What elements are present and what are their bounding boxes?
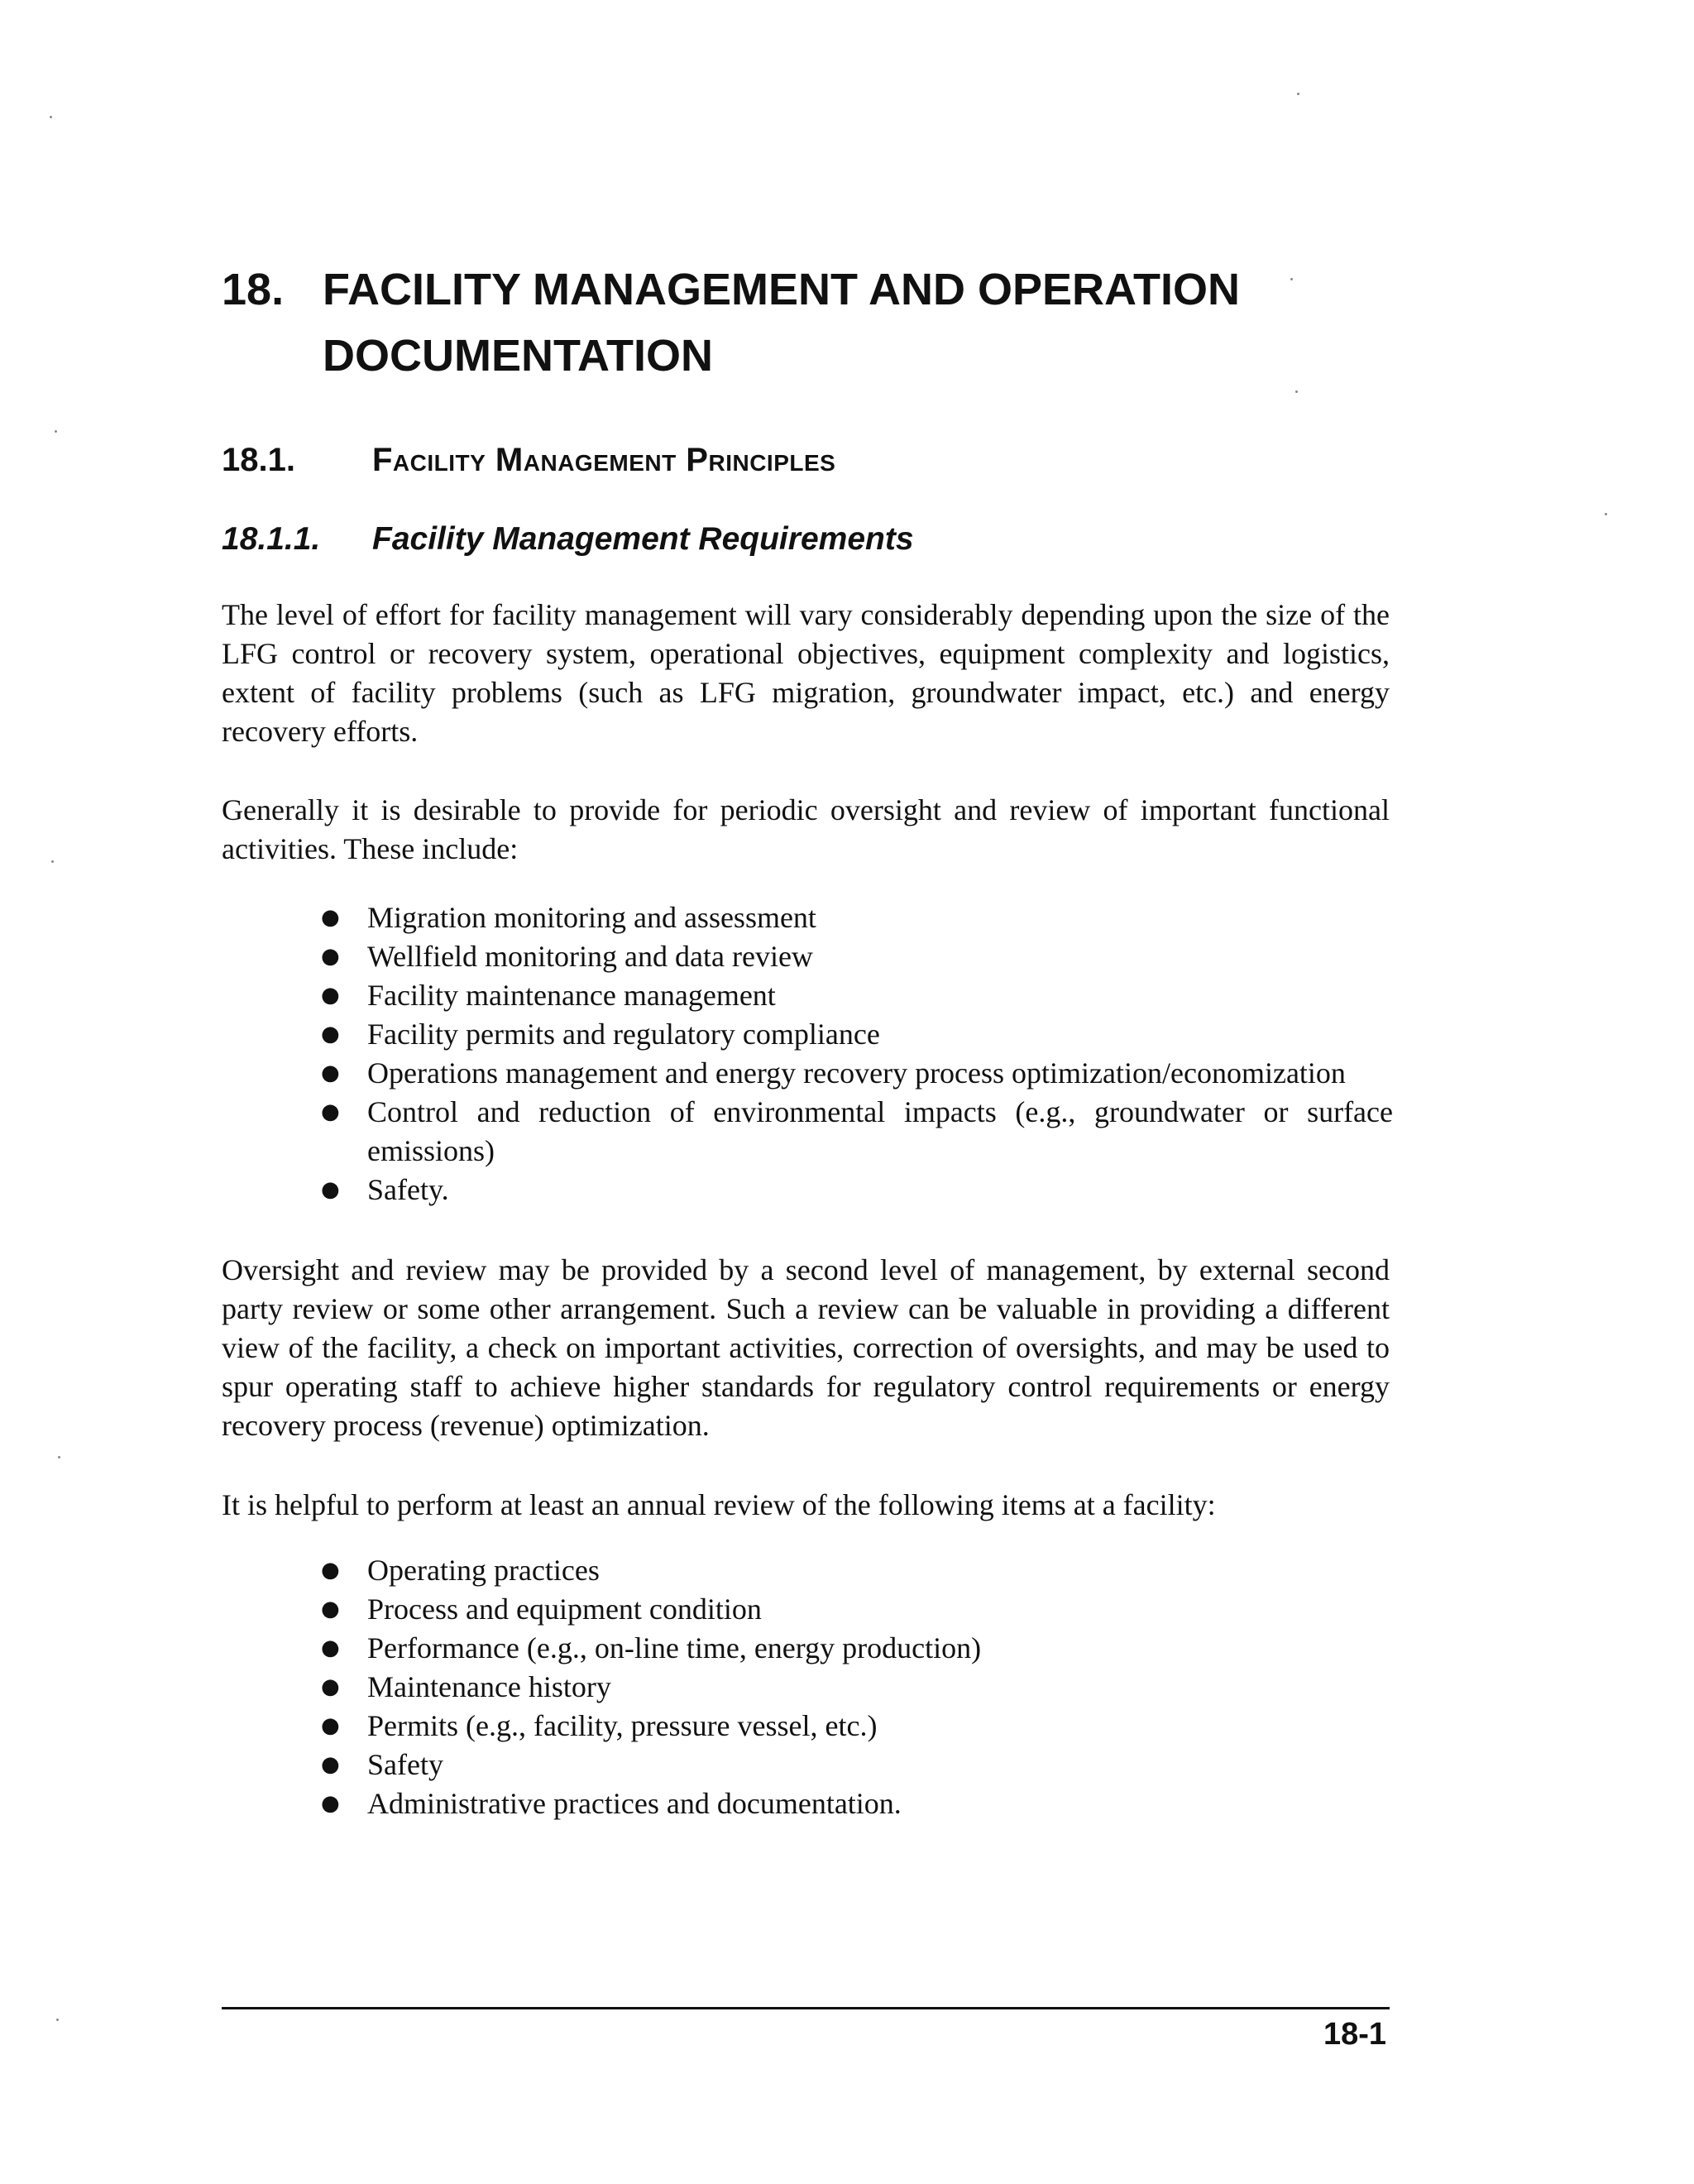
subsection-title: Facility Management Requirements xyxy=(372,521,914,557)
footer-divider xyxy=(222,2007,1390,2009)
chapter-title xyxy=(323,256,1240,389)
scan-speck xyxy=(1290,278,1293,280)
paragraph-review-methods: Oversight and review may be provided by a second level of management, by external second party review or some other arrangement. Such a review can be valuable in providing a different view of the facility, a check on important activities, correction of oversights, and may be used to spur operating staff to achieve higher standards for regulatory control requirements or energy recovery process (revenue) optimization. xyxy=(222,1253,1390,1442)
list-item xyxy=(321,1590,1393,1629)
list-item xyxy=(321,1668,1393,1707)
page-number: 18-1 xyxy=(1323,2017,1386,2052)
list-item-text: Facility maintenance management xyxy=(367,979,776,1012)
chapter-title-line-2: DOCUMENTATION xyxy=(323,331,713,381)
list-item-text: Operating practices xyxy=(367,1554,600,1587)
bullet-icon: ● xyxy=(321,1674,340,1699)
scan-speck xyxy=(58,1456,60,1458)
bullet-icon: ● xyxy=(321,1791,340,1816)
chapter-heading xyxy=(222,256,1462,389)
bullet-icon: ● xyxy=(321,1713,340,1738)
list-item-text: Maintenance history xyxy=(367,1670,611,1703)
list-item xyxy=(321,898,1393,937)
list-item xyxy=(321,1551,1393,1590)
subsection-heading xyxy=(222,516,914,563)
list-item xyxy=(321,1746,1393,1784)
section-heading xyxy=(222,437,835,483)
section-number: 18.1. xyxy=(222,442,295,478)
bullet-icon: ● xyxy=(321,1177,340,1202)
list-item-text: Performance (e.g., on-line time, energy production) xyxy=(367,1631,982,1664)
bullet-icon: ● xyxy=(321,944,340,969)
list-item-text: Wellfield monitoring and data review xyxy=(367,940,813,973)
scan-speck xyxy=(1605,513,1607,515)
scan-speck xyxy=(50,116,52,118)
bullet-icon: ● xyxy=(321,905,340,930)
chapter-title-line-1: FACILITY MANAGEMENT AND OPERATION xyxy=(323,265,1241,314)
bullet-icon: ● xyxy=(321,1061,340,1085)
bullet-icon: ● xyxy=(321,1636,340,1660)
paragraph-oversight-intro: Generally it is desirable to provide for periodic oversight and review of important functional activities. These include: xyxy=(222,793,1390,865)
list-item xyxy=(321,1629,1393,1668)
bullet-icon: ● xyxy=(321,1099,340,1124)
list-item-text: Process and equipment condition xyxy=(367,1592,762,1626)
list-item-text: Facility permits and regulatory compliance xyxy=(367,1018,880,1051)
list-item xyxy=(321,937,1393,976)
bullet-icon: ● xyxy=(321,1022,340,1046)
scan-speck xyxy=(51,860,54,863)
list-item xyxy=(321,1015,1393,1054)
chapter-number: 18. xyxy=(222,265,285,314)
paragraph-effort: The level of effort for facility management will vary considerably depending upon the size of the LFG control or recovery system, operational objectives, equipment complexity and logistics, extent of facility problems (such as LFG migration, groundwater impact, etc.) and energy recovery efforts. xyxy=(222,598,1390,748)
list-item xyxy=(321,976,1393,1015)
scan-speck xyxy=(56,2019,59,2021)
annual-review-items-list xyxy=(321,1551,1393,1823)
bullet-icon: ● xyxy=(321,1597,340,1621)
list-item xyxy=(321,1707,1393,1746)
scan-speck xyxy=(1297,93,1299,95)
section-title: Facility Management Principles xyxy=(372,442,836,478)
functional-activities-list xyxy=(321,898,1393,1209)
list-item-text: Safety xyxy=(367,1748,443,1781)
list-item xyxy=(321,1784,1393,1823)
list-item-text: Administrative practices and documentation. xyxy=(367,1787,902,1820)
list-item xyxy=(321,1171,1393,1209)
bullet-icon: ● xyxy=(321,983,340,1008)
list-item-text: Operations management and energy recovery process optimization/economization xyxy=(367,1056,1346,1090)
scan-speck xyxy=(1295,390,1298,393)
list-item xyxy=(321,1054,1393,1093)
paragraph-annual-review: It is helpful to perform at least an annual review of the following items at a facility: xyxy=(222,1488,1216,1521)
list-item-text: Control and reduction of environmental impacts (e.g., groundwater or surface emissions) xyxy=(367,1095,1393,1167)
subsection-number: 18.1.1. xyxy=(222,521,321,557)
list-item-text: Permits (e.g., facility, pressure vessel, etc.) xyxy=(367,1709,878,1742)
bullet-icon: ● xyxy=(321,1752,340,1777)
list-item-text: Safety. xyxy=(367,1173,449,1206)
bullet-icon: ● xyxy=(321,1558,340,1583)
scan-speck xyxy=(55,430,57,433)
list-item-text: Migration monitoring and assessment xyxy=(367,901,816,934)
list-item xyxy=(321,1093,1393,1171)
